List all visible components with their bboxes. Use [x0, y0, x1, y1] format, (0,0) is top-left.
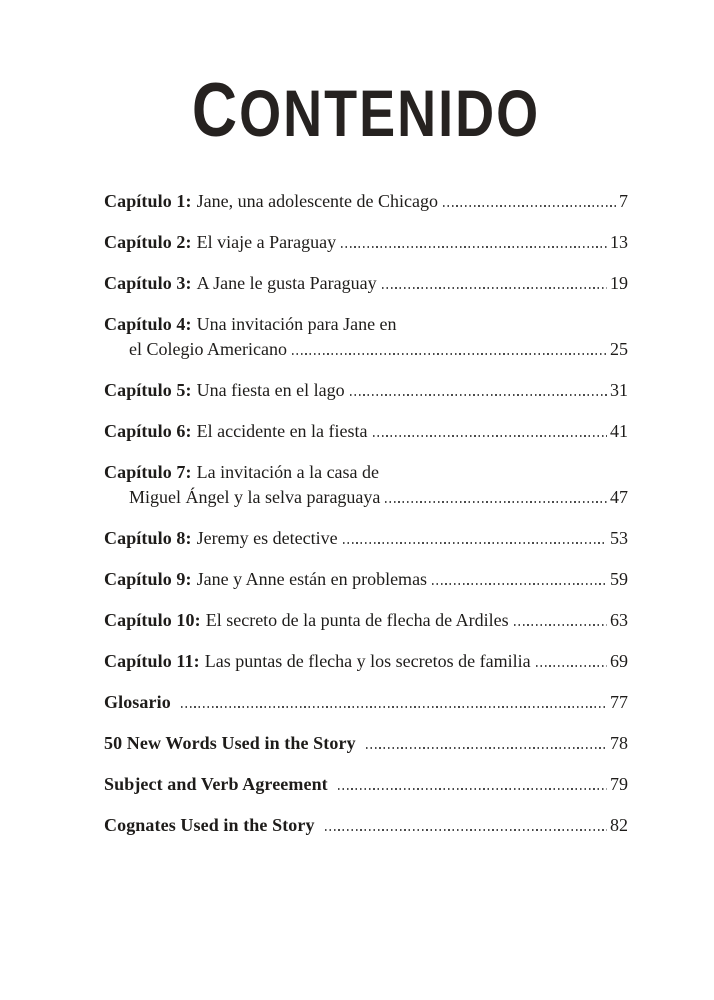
- page-number: 7: [619, 191, 628, 211]
- toc-entry-line: [104, 189, 628, 214]
- toc-entry-line: [104, 772, 628, 797]
- chapter-label: Capítulo 5:: [104, 380, 192, 400]
- chapter-title: El viaje a Paraguay: [196, 232, 337, 252]
- toc-entry-line: [104, 485, 628, 510]
- dot-leader: [325, 829, 607, 831]
- chapter-label: Capítulo 2:: [104, 232, 192, 252]
- chapter-label: Subject and Verb Agreement: [104, 774, 328, 794]
- page-number: 59: [610, 569, 628, 589]
- dot-leader: [341, 246, 607, 248]
- toc-entry-line: [104, 419, 628, 444]
- chapter-label: Glosario: [104, 692, 171, 712]
- chapter-title-continued: Miguel Ángel y la selva paraguaya: [129, 487, 381, 507]
- dot-leader: [373, 435, 607, 437]
- chapter-label: Capítulo 11:: [104, 651, 200, 671]
- toc-entry: [104, 649, 628, 674]
- toc-entry: [104, 813, 628, 838]
- page-number: 78: [610, 733, 628, 753]
- toc-entry-line: [104, 378, 628, 403]
- page-number: 47: [610, 487, 628, 507]
- toc-entry-line: [104, 567, 628, 592]
- page-title: CONTENIDO: [191, 67, 541, 154]
- page-number: 25: [610, 339, 628, 359]
- toc-entry: [104, 271, 628, 296]
- dot-leader: [536, 665, 607, 667]
- toc-entry: [104, 567, 628, 592]
- dot-leader: [366, 747, 607, 749]
- toc-entry-line: [104, 813, 628, 838]
- toc-entry: [104, 419, 628, 444]
- toc-entry-line: [104, 649, 628, 674]
- chapter-label: Cognates Used in the Story: [104, 815, 315, 835]
- toc-entry: [104, 608, 628, 633]
- toc-entry-line: [104, 312, 628, 337]
- toc-entry: [104, 460, 628, 510]
- dot-leader: [292, 353, 607, 355]
- toc-entry: [104, 312, 628, 362]
- chapter-label: Capítulo 7:: [104, 462, 192, 482]
- dot-leader: [338, 788, 607, 790]
- page-number: 63: [610, 610, 628, 630]
- chapter-label: Capítulo 9:: [104, 569, 192, 589]
- chapter-label: Capítulo 8:: [104, 528, 192, 548]
- toc-entry-line: [104, 608, 628, 633]
- toc-entry-line: [104, 526, 628, 551]
- chapter-title: Las puntas de flecha y los secretos de familia: [204, 651, 531, 671]
- chapter-label: Capítulo 3:: [104, 273, 192, 293]
- toc-entry-line: [104, 271, 628, 296]
- dot-leader: [343, 542, 607, 544]
- page-number: 13: [610, 232, 628, 252]
- toc-entry: [104, 690, 628, 715]
- page-number: 41: [610, 421, 628, 441]
- toc: [104, 189, 628, 838]
- toc-entry: [104, 772, 628, 797]
- page-number: 82: [610, 815, 628, 835]
- toc-entry: [104, 378, 628, 403]
- chapter-title: Jane y Anne están en problemas: [196, 569, 428, 589]
- toc-entry-line: [104, 230, 628, 255]
- page-number: 53: [610, 528, 628, 548]
- dot-leader: [181, 706, 607, 708]
- chapter-title: La invitación a la casa de: [196, 462, 380, 482]
- toc-entry-line: [104, 690, 628, 715]
- dot-leader: [350, 394, 607, 396]
- dot-leader: [385, 501, 607, 503]
- toc-entry: [104, 731, 628, 756]
- chapter-label: Capítulo 4:: [104, 314, 192, 334]
- chapter-title: Una fiesta en el lago: [196, 380, 345, 400]
- dot-leader: [432, 583, 607, 585]
- page-number: 19: [610, 273, 628, 293]
- toc-entry: [104, 230, 628, 255]
- toc-entry-line: [104, 460, 628, 485]
- chapter-title: Jane, una adolescente de Chicago: [196, 191, 439, 211]
- page-number: 77: [610, 692, 628, 712]
- chapter-label: Capítulo 6:: [104, 421, 192, 441]
- chapter-label: 50 New Words Used in the Story: [104, 733, 356, 753]
- dot-leader: [443, 205, 616, 207]
- chapter-title: Jeremy es detective: [196, 528, 338, 548]
- dot-leader: [514, 624, 607, 626]
- toc-entry-line: [104, 731, 628, 756]
- chapter-title-continued: el Colegio Americano: [129, 339, 287, 359]
- dot-leader: [382, 287, 607, 289]
- toc-entry: [104, 189, 628, 214]
- toc-entry-line: [104, 337, 628, 362]
- page-number: 69: [610, 651, 628, 671]
- page-number: 31: [610, 380, 628, 400]
- chapter-title: Una invitación para Jane en: [196, 314, 397, 334]
- chapter-title: El accidente en la fiesta: [196, 421, 368, 441]
- page-number: 79: [610, 774, 628, 794]
- chapter-title: El secreto de la punta de flecha de Ardiles: [205, 610, 509, 630]
- toc-entry: [104, 526, 628, 551]
- chapter-title: A Jane le gusta Paraguay: [196, 273, 377, 293]
- chapter-label: Capítulo 10:: [104, 610, 201, 630]
- chapter-label: Capítulo 1:: [104, 191, 192, 211]
